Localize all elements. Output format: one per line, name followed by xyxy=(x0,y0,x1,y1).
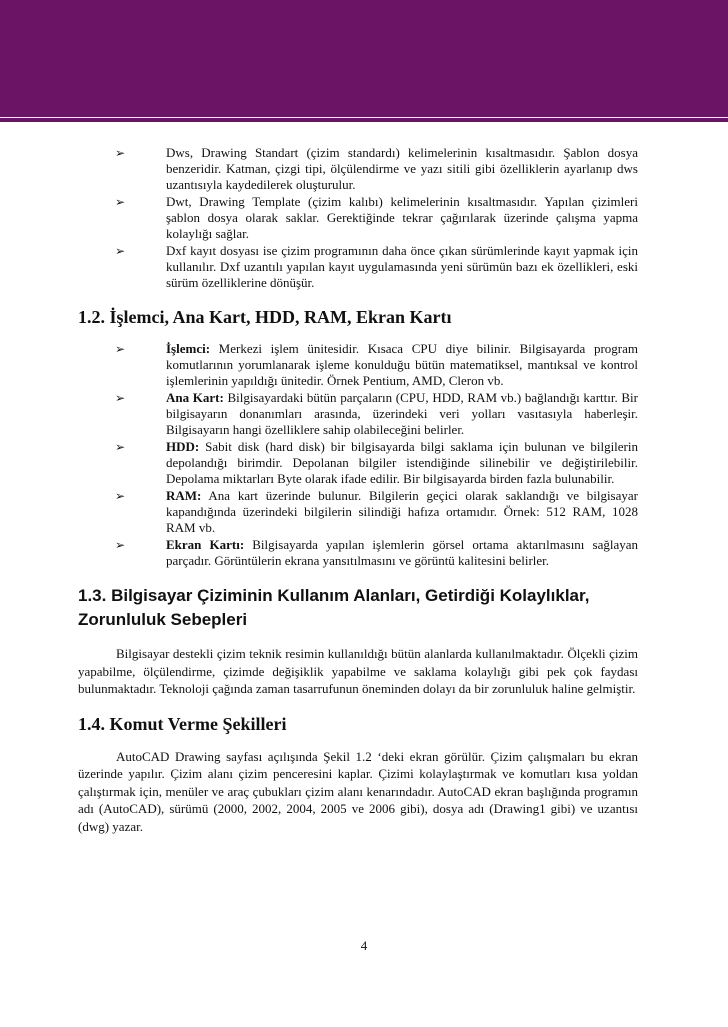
section-heading-1-2: 1.2. İşlemci, Ana Kart, HDD, RAM, Ekran Kartı xyxy=(78,307,452,327)
list-item xyxy=(115,243,638,291)
arrow-bullet-icon: ➢ xyxy=(115,489,126,503)
section-heading-1-4: 1.4. Komut Verme Şekilleri xyxy=(78,713,287,734)
list-item-text: Dxf kayıt dosyası ise çizim programının daha önce çıkan sürümlerinde kayıt yapmak için kullanılır. Dxf uzantılı yapılan kayıt uygulamasında yeni sürümün bazı ek özellikleri, eski sürüm özelliklerine dönüşür. xyxy=(166,243,638,290)
term-label: Ekran Kartı: xyxy=(166,537,245,552)
intro-bullet-list xyxy=(115,145,638,291)
list-item xyxy=(115,341,638,389)
arrow-bullet-icon: ➢ xyxy=(115,195,126,209)
term-label: Ana Kart: xyxy=(166,390,224,405)
term-definition: Bilgisayardaki bütün parçaların (CPU, HDD, RAM vb.) bağlandığı karttır. Bir bilgisayarın donanımları arasında, üzerindeki veri yolları vasıtasıyla haberleşir. Bilgisayarın hangi özelliklere sahip olabileceğini belirler. xyxy=(166,390,638,437)
header-band xyxy=(0,0,728,117)
list-item-text: Dws, Drawing Standart (çizim standardı) kelimelerinin kısaltmasıdır. Şablon dosya benzeridir. Katman, çizgi tipi, ölçülendirme ve yazı sitili gibi özelliklerin ayarlanıp dws uzantısıyla kaydedilerek oluşturulur. xyxy=(166,145,638,192)
list-item xyxy=(115,439,638,487)
section-paragraph-1-3: Bilgisayar destekli çizim teknik resimin kullanıldığı bütün alanlarda kullanılmaktadır. Ölçekli çizim yapabilme, ölçülendirme, çizimde değişiklik yapabilme ve saklama kolaylığı gibi pek çok faydası bulunmaktadır. Teknoloji çağında zaman tasarrufunun öneminden dolayı da bir zorunluluk haline gelmiştir. xyxy=(78,646,638,696)
term-definition: Merkezi işlem ünitesidir. Kısaca CPU diye bilinir. Bilgisayarda program komutlarının yorumlanarak işleme konulduğu bütün matematiksel, mantıksal ve kontrol işlemlerinin yapıldığı ünitedir. Örnek Pentium, AMD, Cleron vb. xyxy=(166,341,638,388)
term-definition: Sabit disk (hard disk) bir bilgisayarda bilgi saklama için bulunan ve bilgilerin depolandığı birimdir. Depolanan bilgiler istendiğinde silinebilir ve değiştirilebilir. Depolama miktarları Byte olarak ifade edilir. Bir bilgisayarda birden fazla bulunabilir. xyxy=(166,439,638,486)
term-label: RAM: xyxy=(166,488,202,503)
list-item xyxy=(115,390,638,438)
list-item xyxy=(115,145,638,193)
arrow-bullet-icon: ➢ xyxy=(115,342,126,356)
list-item xyxy=(115,488,638,536)
term-definition: Bilgisayarda yapılan işlemlerin görsel ortama aktarılmasını sağlayan parçadır. Görüntülerin ekrana yansıtılmasını ve görüntü kalitesini belirler. xyxy=(166,537,638,568)
arrow-bullet-icon: ➢ xyxy=(115,391,126,405)
term-label: İşlemci: xyxy=(166,341,211,356)
arrow-bullet-icon: ➢ xyxy=(115,538,126,552)
list-item xyxy=(115,537,638,569)
arrow-bullet-icon: ➢ xyxy=(115,146,126,160)
page-number: 4 xyxy=(360,938,368,953)
arrow-bullet-icon: ➢ xyxy=(115,244,126,258)
list-item-text: Dwt, Drawing Template (çizim kalıbı) kelimelerinin kısaltmasıdır. Yapılan çizimleri şablon dosya olarak saklar. Gerektiğinde tekrar çağırılarak üzerinde çalışma yapma kolaylığı sağlar. xyxy=(166,194,638,241)
hardware-bullet-list xyxy=(115,341,638,569)
term-label: HDD: xyxy=(166,439,200,454)
section-heading-1-3: 1.3. Bilgisayar Çiziminin Kullanım Alanları, Getirdiği Kolaylıklar, Zorunluluk Sebepleri xyxy=(78,586,590,629)
list-item xyxy=(115,194,638,242)
header-rule xyxy=(0,118,728,122)
term-definition: Ana kart üzerinde bulunur. Bilgilerin geçici olarak saklandığı ve bilgisayar kapandığında üzerindeki bilgilerin silindiği hafıza ortamıdır. Örnek: 512 RAM, 1028 RAM vb. xyxy=(166,488,638,535)
page-content xyxy=(78,145,638,835)
arrow-bullet-icon: ➢ xyxy=(115,440,126,454)
section-paragraph-1-4: AutoCAD Drawing sayfası açılışında Şekil 1.2 ‘deki ekran görülür. Çizim çalışmaları bu ekran üzerinde yapılır. Çizim alanı çizim penceresini kaplar. Çizimi kolaylaştırmak ve komutları kısa yoldan çalıştırmak için, menüler ve araç çubukları çizim alanı kenarındadır. AutoCAD ekran başlığında programın adı (AutoCAD), sürümü (2000, 2002, 2004, 2005 ve 2006 gibi), dosya adı (Drawing1 gibi) ve uzantısı (dwg) yazar. xyxy=(78,748,638,834)
